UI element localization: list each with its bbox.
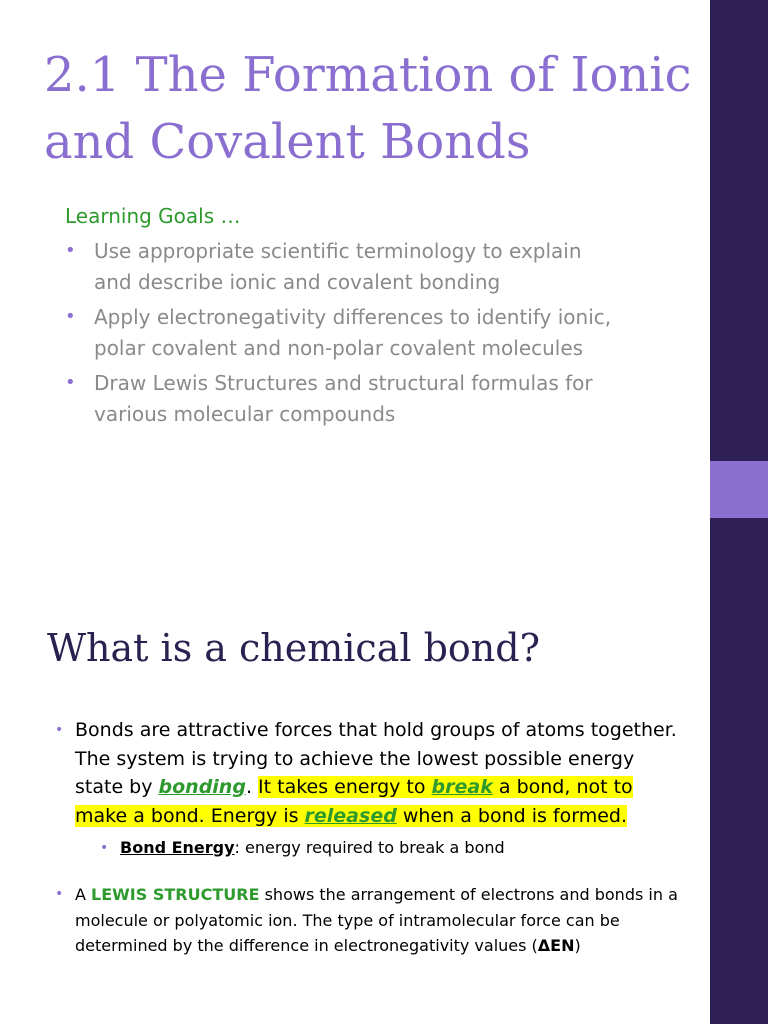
bond-energy-definition: : energy required to break a bond [234, 838, 505, 857]
learning-goals-heading: Learning Goals … [65, 204, 241, 228]
bond-definition-text-period: . [245, 776, 259, 798]
learning-goal-text: Use appropriate scientific terminology to explain and describe ionic and covalent bonding [94, 239, 582, 294]
learning-goal-text: Apply electronegativity differences to identify ionic, polar covalent and non-polar covalent molecules [94, 305, 612, 360]
learning-goals-list [65, 236, 625, 429]
learning-goal-item [65, 368, 625, 429]
slide-title: 2.1 The Formation of Ionic and Covalent Bonds [44, 47, 692, 170]
bullet-icon: • [55, 886, 64, 902]
section-heading: What is a chemical bond? [47, 626, 540, 670]
bullet-icon: • [65, 306, 76, 327]
lewis-text: shows the arrangement of electrons and bonds in a molecule or polyatomic ion. The type of intramolecular force can be determined by the difference in electronegativity values ( [75, 885, 678, 955]
bond-energy-term: Bond Energy [120, 838, 235, 857]
lewis-text: A [75, 885, 92, 904]
sub-bullet-icon: • [100, 840, 109, 856]
bond-definition-point [55, 716, 685, 860]
keyword-break: break [431, 776, 493, 798]
delta-en-symbol: ΔEN [537, 936, 575, 955]
lewis-structure-point [55, 882, 685, 959]
learning-goal-item [65, 236, 625, 297]
bullet-icon: • [65, 240, 76, 261]
lewis-text-close: ) [574, 936, 581, 955]
keyword-bonding: bonding [158, 776, 246, 798]
sidebar-accent-block [710, 461, 768, 518]
bullet-icon: • [65, 372, 76, 393]
highlight-text: a bond, not to make a bond. Energy is [75, 776, 633, 827]
bond-energy-subpoint [100, 836, 685, 860]
learning-goal-text: Draw Lewis Structures and structural formulas for various molecular compounds [94, 371, 593, 426]
keyword-released: released [304, 804, 397, 827]
highlight-text: when a bond is formed. [396, 804, 628, 827]
keyword-lewis-structure: LEWIS STRUCTURE [91, 885, 260, 904]
chemical-bond-bullets [55, 716, 685, 959]
highlight-text: It takes energy to [258, 776, 432, 798]
bullet-icon: • [55, 722, 64, 738]
learning-goal-item [65, 302, 625, 363]
bond-definition-text: Bonds are attractive forces that hold groups of atoms together. The system is trying to achieve the lowest possible energy state by [75, 719, 677, 798]
